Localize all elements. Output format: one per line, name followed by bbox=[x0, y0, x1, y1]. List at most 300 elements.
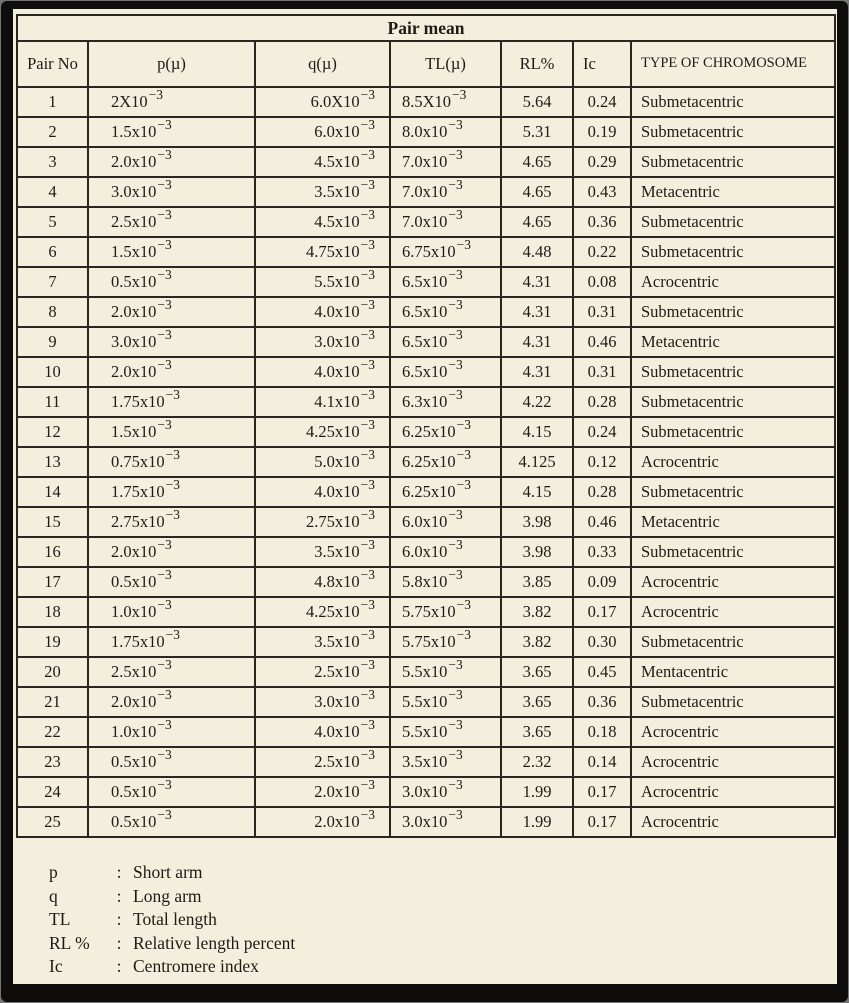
cell-p: 2.0x10−3 bbox=[88, 357, 255, 387]
cell-ic: 0.31 bbox=[573, 297, 631, 327]
cell-pair-no: 15 bbox=[17, 507, 88, 537]
exponent: −3 bbox=[360, 327, 375, 343]
cell-pair-no: 6 bbox=[17, 237, 88, 267]
table-row bbox=[17, 267, 835, 297]
legend-symbol: Ic bbox=[49, 956, 63, 977]
cell-chromosome-type: Metacentric bbox=[631, 507, 835, 537]
cell-chromosome-type: Acrocentric bbox=[631, 717, 835, 747]
cell-q: 4.1x10−3 bbox=[255, 387, 390, 417]
cell-ic: 0.19 bbox=[573, 117, 631, 147]
cell-tl: 6.5x10−3 bbox=[390, 357, 501, 387]
cell-tl: 7.0x10−3 bbox=[390, 207, 501, 237]
cell-chromosome-type: Acrocentric bbox=[631, 267, 835, 297]
exponent: −3 bbox=[360, 117, 375, 133]
cell-chromosome-type: Submetacentric bbox=[631, 87, 835, 117]
exponent: −3 bbox=[448, 177, 463, 193]
exponent: −3 bbox=[456, 627, 471, 643]
table-row bbox=[17, 657, 835, 687]
cell-pair-no: 11 bbox=[17, 387, 88, 417]
cell-p: 3.0x10−3 bbox=[88, 177, 255, 207]
cell-pair-no: 1 bbox=[17, 87, 88, 117]
cell-tl: 6.25x10−3 bbox=[390, 417, 501, 447]
cell-pair-no: 9 bbox=[17, 327, 88, 357]
cell-p: 1.75x10−3 bbox=[88, 627, 255, 657]
exponent: −3 bbox=[360, 87, 375, 103]
exponent: −3 bbox=[157, 567, 172, 583]
cell-ic: 0.17 bbox=[573, 807, 631, 837]
legend-symbol: q bbox=[49, 885, 58, 906]
exponent: −3 bbox=[448, 327, 463, 343]
col-header-tl: TL(µ) bbox=[390, 41, 501, 87]
cell-rl-percent: 4.31 bbox=[501, 267, 573, 297]
cell-rl-percent: 4.22 bbox=[501, 387, 573, 417]
cell-q: 6.0x10−3 bbox=[255, 117, 390, 147]
exponent: −3 bbox=[360, 147, 375, 163]
exponent: −3 bbox=[157, 747, 172, 763]
cell-pair-no: 18 bbox=[17, 597, 88, 627]
legend-item bbox=[49, 932, 295, 956]
exponent: −3 bbox=[448, 507, 463, 523]
table-row bbox=[17, 747, 835, 777]
cell-rl-percent: 3.82 bbox=[501, 627, 573, 657]
table-row bbox=[17, 597, 835, 627]
cell-rl-percent: 3.85 bbox=[501, 567, 573, 597]
cell-chromosome-type: Metacentric bbox=[631, 177, 835, 207]
cell-ic: 0.46 bbox=[573, 327, 631, 357]
cell-ic: 0.22 bbox=[573, 237, 631, 267]
cell-ic: 0.14 bbox=[573, 747, 631, 777]
col-header-pair-no: Pair No bbox=[17, 41, 88, 87]
col-header-q: q(µ) bbox=[255, 41, 390, 87]
cell-rl-percent: 4.31 bbox=[501, 297, 573, 327]
cell-pair-no: 24 bbox=[17, 777, 88, 807]
exponent: −3 bbox=[448, 687, 463, 703]
table-row bbox=[17, 687, 835, 717]
cell-pair-no: 17 bbox=[17, 567, 88, 597]
table-row bbox=[17, 117, 835, 147]
cell-chromosome-type: Submetacentric bbox=[631, 207, 835, 237]
cell-tl: 6.25x10−3 bbox=[390, 447, 501, 477]
table-row bbox=[17, 237, 835, 267]
cell-ic: 0.29 bbox=[573, 147, 631, 177]
table-row bbox=[17, 477, 835, 507]
table-body bbox=[17, 87, 835, 837]
cell-chromosome-type: Submetacentric bbox=[631, 357, 835, 387]
cell-tl: 3.5x10−3 bbox=[390, 747, 501, 777]
table-row bbox=[17, 507, 835, 537]
exponent: −3 bbox=[360, 507, 375, 523]
exponent: −3 bbox=[360, 447, 375, 463]
exponent: −3 bbox=[448, 207, 463, 223]
exponent: −3 bbox=[360, 567, 375, 583]
exponent: −3 bbox=[360, 417, 375, 433]
cell-chromosome-type: Submetacentric bbox=[631, 417, 835, 447]
cell-tl: 6.25x10−3 bbox=[390, 477, 501, 507]
legend-separator: : bbox=[116, 932, 122, 953]
exponent: −3 bbox=[165, 447, 180, 463]
exponent: −3 bbox=[157, 657, 172, 673]
cell-rl-percent: 3.98 bbox=[501, 537, 573, 567]
cell-p: 0.5x10−3 bbox=[88, 777, 255, 807]
col-header-type: TYPE OF CHROMOSOME bbox=[631, 41, 835, 87]
cell-q: 6.0X10−3 bbox=[255, 87, 390, 117]
cell-tl: 7.0x10−3 bbox=[390, 177, 501, 207]
exponent: −3 bbox=[360, 297, 375, 313]
cell-rl-percent: 1.99 bbox=[501, 807, 573, 837]
cell-ic: 0.36 bbox=[573, 687, 631, 717]
exponent: −3 bbox=[157, 597, 172, 613]
cell-rl-percent: 4.125 bbox=[501, 447, 573, 477]
cell-ic: 0.28 bbox=[573, 477, 631, 507]
legend-item bbox=[49, 885, 295, 909]
exponent: −3 bbox=[456, 417, 471, 433]
cell-q: 3.0x10−3 bbox=[255, 327, 390, 357]
cell-tl: 8.0x10−3 bbox=[390, 117, 501, 147]
cell-rl-percent: 3.65 bbox=[501, 717, 573, 747]
exponent: −3 bbox=[452, 87, 467, 103]
cell-q: 4.8x10−3 bbox=[255, 567, 390, 597]
exponent: −3 bbox=[165, 477, 180, 493]
cell-rl-percent: 3.65 bbox=[501, 687, 573, 717]
cell-tl: 8.5X10−3 bbox=[390, 87, 501, 117]
cell-ic: 0.46 bbox=[573, 507, 631, 537]
table-row bbox=[17, 147, 835, 177]
cell-p: 0.75x10−3 bbox=[88, 447, 255, 477]
cell-pair-no: 3 bbox=[17, 147, 88, 177]
cell-tl: 7.0x10−3 bbox=[390, 147, 501, 177]
table-title-row bbox=[17, 15, 835, 41]
legend-symbol: TL bbox=[49, 909, 71, 930]
cell-rl-percent: 4.31 bbox=[501, 327, 573, 357]
cell-q: 3.5x10−3 bbox=[255, 537, 390, 567]
legend-definition: Relative length percent bbox=[133, 932, 296, 953]
cell-ic: 0.09 bbox=[573, 567, 631, 597]
cell-pair-no: 7 bbox=[17, 267, 88, 297]
legend-definition: Centromere index bbox=[133, 956, 259, 977]
cell-rl-percent: 3.98 bbox=[501, 507, 573, 537]
cell-p: 2.0x10−3 bbox=[88, 297, 255, 327]
cell-chromosome-type: Submetacentric bbox=[631, 687, 835, 717]
cell-chromosome-type: Acrocentric bbox=[631, 597, 835, 627]
cell-rl-percent: 3.82 bbox=[501, 597, 573, 627]
cell-tl: 3.0x10−3 bbox=[390, 807, 501, 837]
cell-tl: 6.5x10−3 bbox=[390, 297, 501, 327]
cell-tl: 5.5x10−3 bbox=[390, 657, 501, 687]
cell-q: 2.0x10−3 bbox=[255, 807, 390, 837]
cell-p: 1.75x10−3 bbox=[88, 477, 255, 507]
exponent: −3 bbox=[448, 147, 463, 163]
table-row bbox=[17, 177, 835, 207]
cell-pair-no: 10 bbox=[17, 357, 88, 387]
cell-ic: 0.18 bbox=[573, 717, 631, 747]
table-row bbox=[17, 537, 835, 567]
exponent: −3 bbox=[360, 537, 375, 553]
cell-chromosome-type: Submetacentric bbox=[631, 627, 835, 657]
exponent: −3 bbox=[360, 237, 375, 253]
cell-tl: 5.5x10−3 bbox=[390, 717, 501, 747]
document-page bbox=[13, 9, 837, 984]
cell-q: 2.0x10−3 bbox=[255, 777, 390, 807]
legend-symbol: p bbox=[49, 862, 58, 883]
cell-rl-percent: 5.31 bbox=[501, 117, 573, 147]
exponent: −3 bbox=[448, 777, 463, 793]
cell-q: 4.0x10−3 bbox=[255, 717, 390, 747]
cell-chromosome-type: Acrocentric bbox=[631, 447, 835, 477]
cell-tl: 6.75x10−3 bbox=[390, 237, 501, 267]
exponent: −3 bbox=[360, 267, 375, 283]
exponent: −3 bbox=[360, 687, 375, 703]
cell-tl: 5.75x10−3 bbox=[390, 627, 501, 657]
scan-frame bbox=[1, 1, 848, 1002]
cell-ic: 0.31 bbox=[573, 357, 631, 387]
exponent: −3 bbox=[148, 87, 164, 103]
legend-definition: Short arm bbox=[133, 862, 203, 883]
cell-p: 1.5x10−3 bbox=[88, 237, 255, 267]
cell-tl: 6.0x10−3 bbox=[390, 537, 501, 567]
exponent: −3 bbox=[448, 567, 463, 583]
cell-rl-percent: 4.15 bbox=[501, 417, 573, 447]
legend-separator: : bbox=[116, 956, 122, 977]
cell-chromosome-type: Submetacentric bbox=[631, 477, 835, 507]
exponent: −3 bbox=[157, 777, 172, 793]
cell-rl-percent: 1.99 bbox=[501, 777, 573, 807]
cell-q: 5.0x10−3 bbox=[255, 447, 390, 477]
legend-separator: : bbox=[116, 909, 122, 930]
abbreviation-legend bbox=[49, 861, 295, 979]
table-row bbox=[17, 447, 835, 477]
table-row bbox=[17, 387, 835, 417]
exponent: −3 bbox=[360, 387, 375, 403]
cell-ic: 0.24 bbox=[573, 417, 631, 447]
exponent: −3 bbox=[456, 237, 471, 253]
table-row bbox=[17, 357, 835, 387]
cell-ic: 0.36 bbox=[573, 207, 631, 237]
cell-chromosome-type: Submetacentric bbox=[631, 387, 835, 417]
cell-q: 3.5x10−3 bbox=[255, 627, 390, 657]
cell-p: 1.5x10−3 bbox=[88, 117, 255, 147]
cell-rl-percent: 5.64 bbox=[501, 87, 573, 117]
cell-ic: 0.28 bbox=[573, 387, 631, 417]
cell-chromosome-type: Submetacentric bbox=[631, 147, 835, 177]
cell-q: 4.5x10−3 bbox=[255, 207, 390, 237]
cell-rl-percent: 4.65 bbox=[501, 147, 573, 177]
exponent: −3 bbox=[448, 747, 463, 763]
legend-definition: Total length bbox=[133, 909, 217, 930]
cell-tl: 6.3x10−3 bbox=[390, 387, 501, 417]
cell-pair-no: 4 bbox=[17, 177, 88, 207]
cell-ic: 0.24 bbox=[573, 87, 631, 117]
legend-separator: : bbox=[116, 885, 122, 906]
exponent: −3 bbox=[360, 477, 375, 493]
cell-p: 1.75x10−3 bbox=[88, 387, 255, 417]
cell-tl: 6.5x10−3 bbox=[390, 267, 501, 297]
cell-tl: 6.0x10−3 bbox=[390, 507, 501, 537]
cell-pair-no: 16 bbox=[17, 537, 88, 567]
cell-pair-no: 22 bbox=[17, 717, 88, 747]
exponent: −3 bbox=[448, 537, 463, 553]
cell-pair-no: 8 bbox=[17, 297, 88, 327]
cell-p: 2.0x10−3 bbox=[88, 147, 255, 177]
cell-tl: 5.75x10−3 bbox=[390, 597, 501, 627]
cell-pair-no: 2 bbox=[17, 117, 88, 147]
cell-q: 4.25x10−3 bbox=[255, 417, 390, 447]
cell-p: 0.5x10−3 bbox=[88, 267, 255, 297]
cell-q: 4.0x10−3 bbox=[255, 357, 390, 387]
table-row bbox=[17, 87, 835, 117]
table-row bbox=[17, 417, 835, 447]
cell-p: 3.0x10−3 bbox=[88, 327, 255, 357]
cell-chromosome-type: Acrocentric bbox=[631, 567, 835, 597]
cell-chromosome-type: Submetacentric bbox=[631, 117, 835, 147]
exponent: −3 bbox=[456, 477, 471, 493]
exponent: −3 bbox=[157, 327, 172, 343]
cell-rl-percent: 4.65 bbox=[501, 177, 573, 207]
cell-p: 1.5x10−3 bbox=[88, 417, 255, 447]
exponent: −3 bbox=[360, 807, 375, 823]
cell-chromosome-type: Acrocentric bbox=[631, 747, 835, 777]
exponent: −3 bbox=[448, 267, 463, 283]
cell-rl-percent: 2.32 bbox=[501, 747, 573, 777]
exponent: −3 bbox=[448, 387, 463, 403]
col-header-p: p(µ) bbox=[88, 41, 255, 87]
cell-chromosome-type: Submetacentric bbox=[631, 537, 835, 567]
cell-ic: 0.12 bbox=[573, 447, 631, 477]
exponent: −3 bbox=[448, 717, 463, 733]
cell-rl-percent: 4.65 bbox=[501, 207, 573, 237]
exponent: −3 bbox=[360, 207, 375, 223]
table-row bbox=[17, 807, 835, 837]
exponent: −3 bbox=[360, 657, 375, 673]
table-title: Pair mean bbox=[17, 15, 835, 41]
exponent: −3 bbox=[157, 537, 172, 553]
cell-pair-no: 20 bbox=[17, 657, 88, 687]
table-header-row bbox=[17, 41, 835, 87]
exponent: −3 bbox=[360, 747, 375, 763]
cell-q: 4.75x10−3 bbox=[255, 237, 390, 267]
legend-separator: : bbox=[116, 862, 122, 883]
legend-item bbox=[49, 955, 295, 979]
exponent: −3 bbox=[157, 147, 172, 163]
cell-ic: 0.43 bbox=[573, 177, 631, 207]
cell-pair-no: 21 bbox=[17, 687, 88, 717]
exponent: −3 bbox=[165, 387, 180, 403]
exponent: −3 bbox=[157, 177, 172, 193]
cell-rl-percent: 3.65 bbox=[501, 657, 573, 687]
exponent: −3 bbox=[157, 687, 172, 703]
cell-rl-percent: 4.15 bbox=[501, 477, 573, 507]
cell-q: 4.0x10−3 bbox=[255, 297, 390, 327]
cell-rl-percent: 4.48 bbox=[501, 237, 573, 267]
cell-p: 1.0x10−3 bbox=[88, 717, 255, 747]
cell-tl: 3.0x10−3 bbox=[390, 777, 501, 807]
exponent: −3 bbox=[157, 417, 172, 433]
cell-chromosome-type: Mentacentric bbox=[631, 657, 835, 687]
exponent: −3 bbox=[165, 627, 180, 643]
col-header-ic: Ic bbox=[573, 41, 631, 87]
cell-p: 0.5x10−3 bbox=[88, 747, 255, 777]
cell-p: 2.75x10−3 bbox=[88, 507, 255, 537]
cell-pair-no: 25 bbox=[17, 807, 88, 837]
cell-q: 5.5x10−3 bbox=[255, 267, 390, 297]
cell-p: 0.5x10−3 bbox=[88, 807, 255, 837]
legend-item bbox=[49, 908, 295, 932]
col-header-rl-percent: RL% bbox=[501, 41, 573, 87]
cell-ic: 0.17 bbox=[573, 597, 631, 627]
cell-p: 0.5x10−3 bbox=[88, 567, 255, 597]
table-row bbox=[17, 627, 835, 657]
table-row bbox=[17, 327, 835, 357]
cell-p: 2.0x10−3 bbox=[88, 537, 255, 567]
exponent: −3 bbox=[360, 357, 375, 373]
cell-pair-no: 14 bbox=[17, 477, 88, 507]
cell-p: 2X10−3 bbox=[88, 87, 255, 117]
exponent: −3 bbox=[448, 657, 463, 673]
cell-q: 3.0x10−3 bbox=[255, 687, 390, 717]
cell-ic: 0.30 bbox=[573, 627, 631, 657]
exponent: −3 bbox=[360, 177, 375, 193]
cell-p: 2.0x10−3 bbox=[88, 687, 255, 717]
table-row bbox=[17, 207, 835, 237]
exponent: −3 bbox=[157, 297, 172, 313]
exponent: −3 bbox=[360, 627, 375, 643]
cell-rl-percent: 4.31 bbox=[501, 357, 573, 387]
cell-chromosome-type: Metacentric bbox=[631, 327, 835, 357]
exponent: −3 bbox=[157, 267, 172, 283]
cell-p: 2.5x10−3 bbox=[88, 657, 255, 687]
cell-tl: 5.8x10−3 bbox=[390, 567, 501, 597]
cell-chromosome-type: Submetacentric bbox=[631, 297, 835, 327]
exponent: −3 bbox=[448, 297, 463, 313]
exponent: −3 bbox=[456, 597, 471, 613]
cell-q: 3.5x10−3 bbox=[255, 177, 390, 207]
cell-q: 4.0x10−3 bbox=[255, 477, 390, 507]
legend-symbol: RL % bbox=[49, 932, 90, 953]
exponent: −3 bbox=[157, 117, 172, 133]
cell-ic: 0.33 bbox=[573, 537, 631, 567]
cell-pair-no: 13 bbox=[17, 447, 88, 477]
cell-ic: 0.08 bbox=[573, 267, 631, 297]
cell-p: 2.5x10−3 bbox=[88, 207, 255, 237]
cell-q: 4.25x10−3 bbox=[255, 597, 390, 627]
cell-q: 4.5x10−3 bbox=[255, 147, 390, 177]
table-row bbox=[17, 567, 835, 597]
table-row bbox=[17, 777, 835, 807]
cell-pair-no: 12 bbox=[17, 417, 88, 447]
cell-chromosome-type: Submetacentric bbox=[631, 237, 835, 267]
cell-tl: 6.5x10−3 bbox=[390, 327, 501, 357]
exponent: −3 bbox=[456, 447, 471, 463]
cell-q: 2.5x10−3 bbox=[255, 747, 390, 777]
cell-ic: 0.45 bbox=[573, 657, 631, 687]
cell-pair-no: 19 bbox=[17, 627, 88, 657]
exponent: −3 bbox=[165, 507, 180, 523]
exponent: −3 bbox=[157, 357, 172, 373]
exponent: −3 bbox=[448, 117, 463, 133]
exponent: −3 bbox=[360, 717, 375, 733]
table-row bbox=[17, 717, 835, 747]
cell-q: 2.75x10−3 bbox=[255, 507, 390, 537]
legend-item bbox=[49, 861, 295, 885]
legend-definition: Long arm bbox=[133, 885, 202, 906]
cell-p: 1.0x10−3 bbox=[88, 597, 255, 627]
cell-q: 2.5x10−3 bbox=[255, 657, 390, 687]
exponent: −3 bbox=[448, 357, 463, 373]
cell-ic: 0.17 bbox=[573, 777, 631, 807]
exponent: −3 bbox=[360, 777, 375, 793]
pair-mean-table bbox=[16, 14, 836, 838]
exponent: −3 bbox=[157, 717, 172, 733]
table-row bbox=[17, 297, 835, 327]
